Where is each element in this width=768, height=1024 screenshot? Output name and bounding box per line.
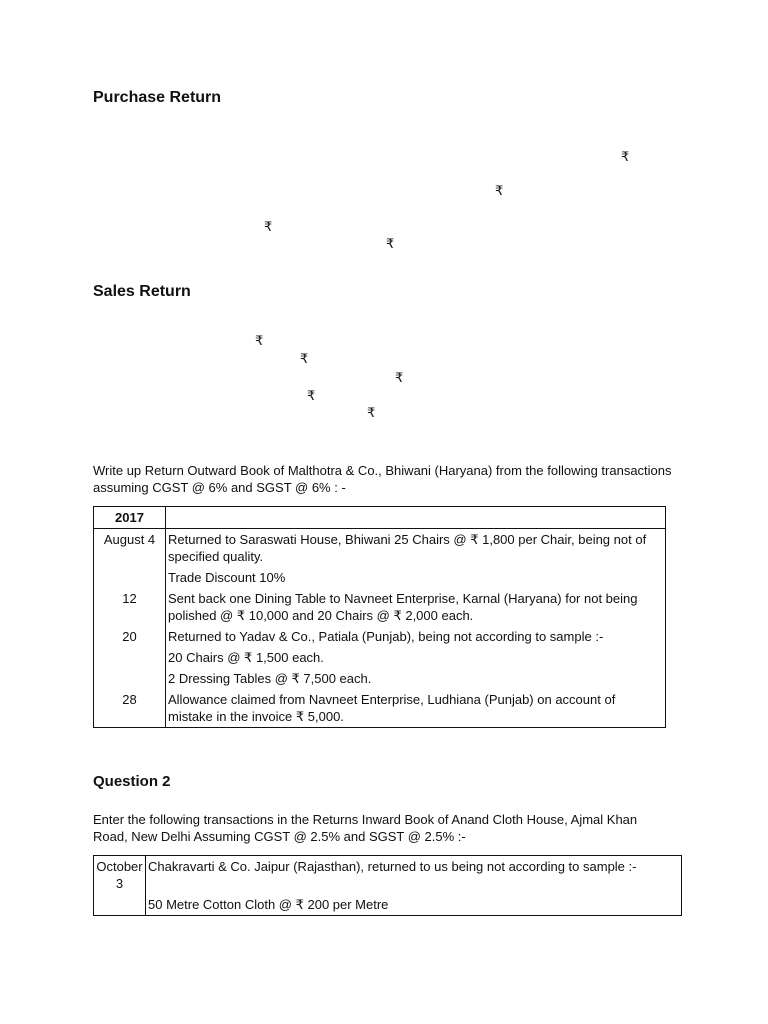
row-text: 2 Dressing Tables @ ₹ 7,500 each. (166, 668, 666, 689)
table-row (94, 588, 666, 626)
table-row (94, 626, 666, 647)
question2-heading: Question 2 (93, 773, 171, 790)
rupee-symbol: ₹ (300, 351, 309, 366)
row-date: 20 (94, 626, 166, 647)
return-outward-table (93, 506, 666, 728)
table-row (94, 529, 666, 568)
table-row (94, 894, 682, 916)
table-row (94, 567, 666, 588)
rupee-symbol: ₹ (621, 149, 630, 164)
row-date: October 3 (94, 856, 146, 895)
purchase-return-heading: Purchase Return (93, 89, 222, 106)
row-text: 50 Metre Cotton Cloth @ ₹ 200 per Metre (146, 894, 682, 916)
row-text: Returned to Yadav & Co., Patiala (Punjab), being not according to sample :- (166, 626, 666, 647)
row-text: Sent back one Dining Table to Navneet Enterprise, Karnal (Haryana) for not being polished @ ₹ 10,000 and 20 Chairs @ ₹ 2,000 each. (166, 588, 666, 626)
table-row (94, 689, 666, 728)
row-text: Chakravarti & Co. Jaipur (Rajasthan), returned to us being not according to sample :- (146, 856, 682, 895)
table-row (94, 668, 666, 689)
row-text: 20 Chairs @ ₹ 1,500 each. (166, 647, 666, 668)
row-date: August 4 (94, 529, 166, 568)
row-date: 28 (94, 689, 166, 728)
year-header: 2017 (94, 507, 166, 529)
rupee-symbol: ₹ (367, 405, 376, 420)
rupee-symbol: ₹ (395, 370, 404, 385)
row-date (94, 567, 166, 588)
rupee-symbol: ₹ (255, 333, 264, 348)
question1-intro: Write up Return Outward Book of Malthotra & Co., Bhiwani (Haryana) from the following transactions assuming CGST @ 6% and SGST @ 6% : - (93, 463, 672, 495)
table-row (94, 856, 682, 895)
row-text: Returned to Saraswati House, Bhiwani 25 Chairs @ ₹ 1,800 per Chair, being not of specified quality. (166, 529, 666, 568)
row-date (94, 894, 146, 916)
row-date (94, 647, 166, 668)
question2-intro: Enter the following transactions in the Returns Inward Book of Anand Cloth House, Ajmal Khan Road, New Delhi Assuming CGST @ 2.5% and SGST @ 2.5% :- (93, 812, 638, 844)
rupee-symbol: ₹ (307, 388, 316, 403)
rupee-symbol: ₹ (264, 219, 273, 234)
returns-inward-table (93, 855, 682, 916)
row-date (94, 668, 166, 689)
row-date: 12 (94, 588, 166, 626)
rupee-symbol: ₹ (386, 236, 395, 251)
row-text: Trade Discount 10% (166, 567, 666, 588)
sales-return-heading: Sales Return (93, 283, 191, 300)
rupee-symbol: ₹ (495, 183, 504, 198)
table-row (94, 647, 666, 668)
table-header-row (94, 507, 666, 529)
row-text: Allowance claimed from Navneet Enterprise, Ludhiana (Punjab) on account of mistake in the invoice ₹ 5,000. (166, 689, 666, 728)
blank-header (166, 507, 666, 529)
